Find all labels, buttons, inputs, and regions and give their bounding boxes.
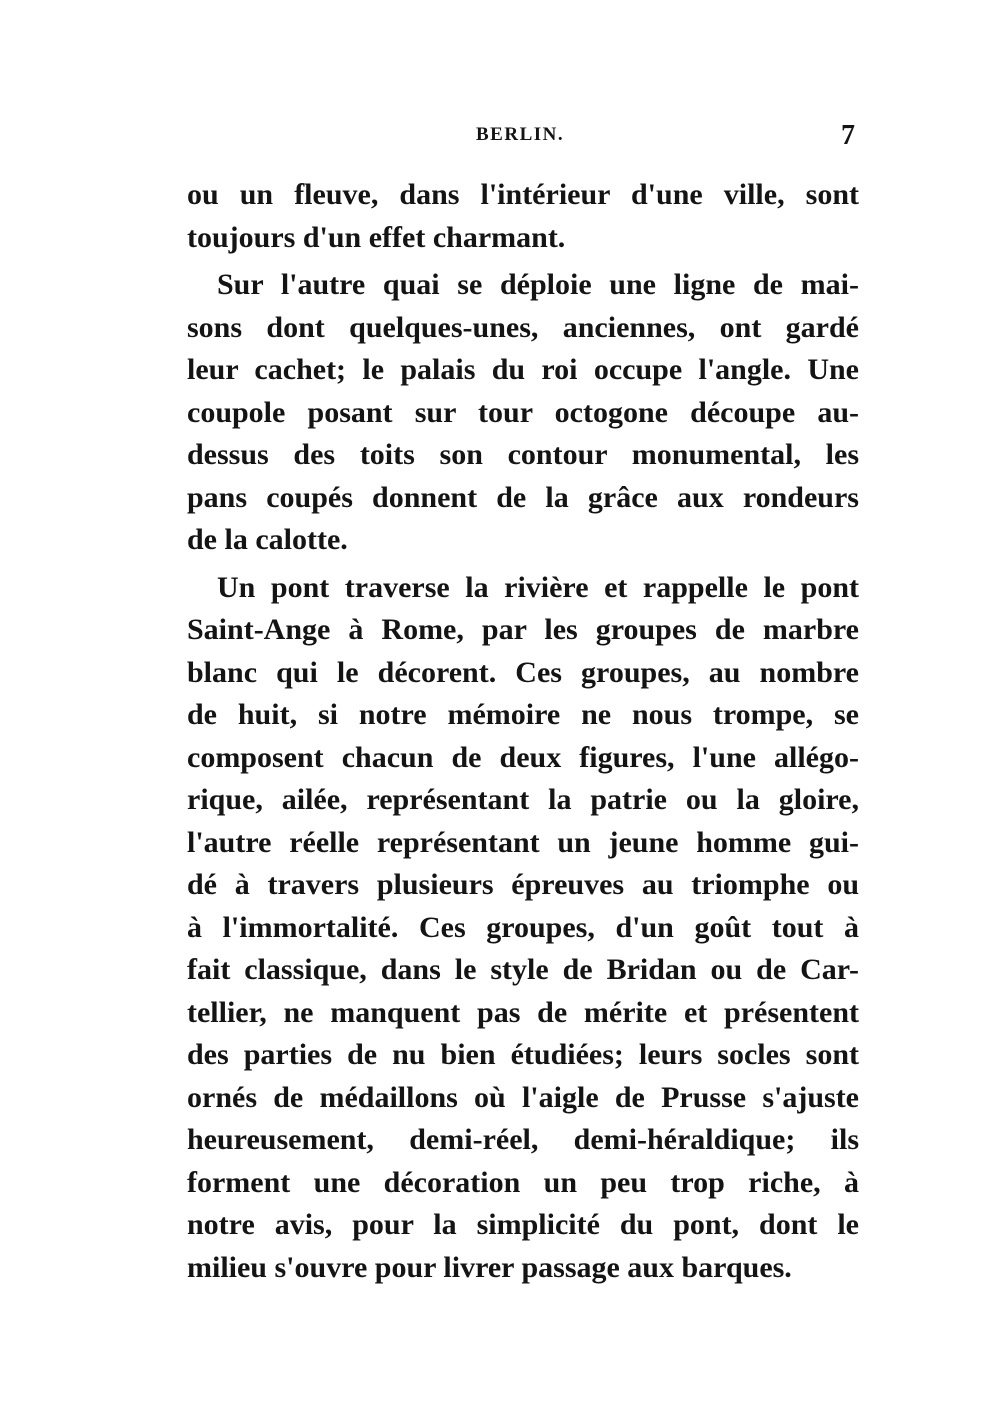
text-line: ornés de médaillons où l'aigle de Prusse s'ajuste (187, 1080, 859, 1114)
page-number: 7 (841, 120, 855, 151)
text-line: leur cachet; le palais du roi occupe l'angle. Une (187, 353, 859, 386)
text-line: à l'immortalité. Ces groupes, d'un goût tout à (187, 910, 859, 944)
text-line: milieu s'ouvre pour livrer passage aux barques. (187, 1250, 792, 1284)
text-line: coupole posant sur tour octogone découpe au- (187, 395, 859, 429)
text-line: dessus des toits son contour monumental, les (187, 438, 859, 471)
text-line: tellier, ne manquent pas de mérite et présentent (187, 995, 859, 1029)
text-line: ou un fleuve, dans l'intérieur d'une ville, sont (187, 178, 859, 211)
text-line: dé à travers plusieurs épreuves au triomphe ou (187, 868, 859, 901)
text-line: composent chacun de deux figures, l'une allégo- (187, 740, 859, 774)
text-line: de la calotte. (187, 523, 348, 556)
paragraph (187, 567, 859, 1290)
text-line: l'autre réelle représentant un jeune homme gui- (187, 825, 859, 859)
text-line: forment une décoration un peu trop riche, à (187, 1165, 859, 1199)
text-line: blanc qui le décorent. Ces groupes, au nombre (187, 655, 859, 689)
body-text (187, 174, 859, 1289)
text-line: rique, ailée, représentant la patrie ou la gloire, (187, 783, 859, 816)
text-line: notre avis, pour la simplicité du pont, dont le (187, 1208, 859, 1241)
paragraph (187, 264, 859, 562)
running-head (187, 120, 859, 150)
text-line: heureusement, demi-réel, demi-héraldique; ils (187, 1123, 859, 1156)
text-line: Sur l'autre quai se déploie une ligne de mai- (217, 268, 859, 301)
text-line: pans coupés donnent de la grâce aux rondeurs (187, 480, 859, 514)
text-line: fait classique, dans le style de Bridan ou de Car- (187, 953, 859, 986)
text-line: sons dont quelques-unes, anciennes, ont gardé (187, 310, 859, 344)
paragraph (187, 174, 859, 259)
text-line: Saint-Ange à Rome, par les groupes de marbre (187, 613, 859, 646)
text-line: de huit, si notre mémoire ne nous trompe, se (187, 698, 859, 731)
text-line: toujours d'un effet charmant. (187, 220, 566, 254)
text-line: Un pont traverse la rivière et rappelle le pont (217, 570, 859, 604)
text-line: des parties de nu bien étudiées; leurs socles sont (187, 1038, 859, 1071)
running-head-title: BERLIN. (476, 124, 565, 145)
